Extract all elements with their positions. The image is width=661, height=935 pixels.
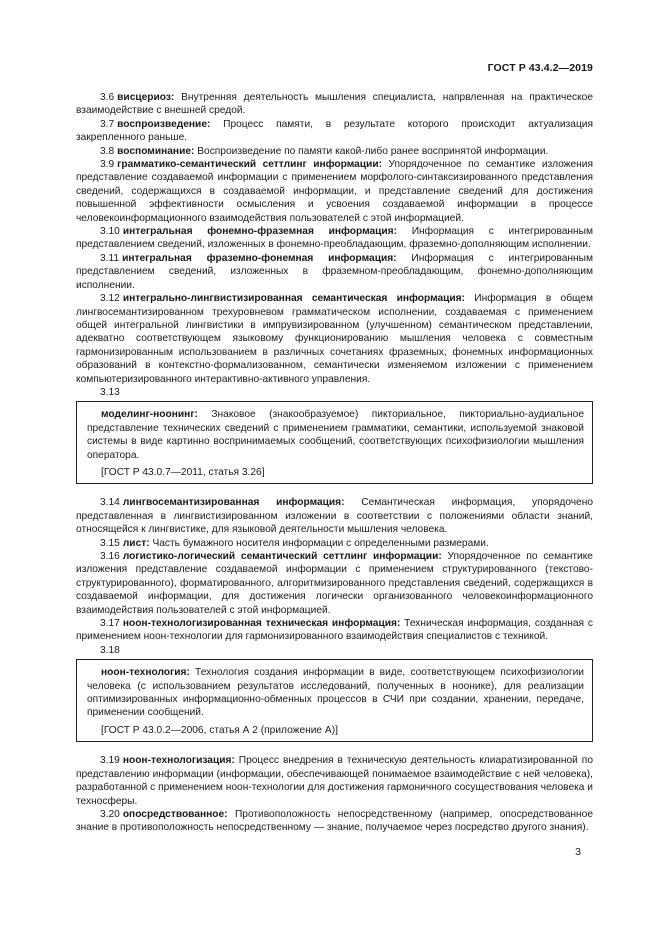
definition-entry: 3.15 лист: Часть бумажного носителя информации с определенными размерами. — [100, 537, 489, 549]
definition-entry: 3.20 опосредствованное: Противоположность непосредственному (например, опосредствованное знание в противоположность непосредственному — знание, получаемое через посредство другого знания). — [76, 808, 593, 834]
boxed-definition — [76, 659, 593, 742]
boxed-definition — [76, 401, 593, 484]
boxed-definition-text: ноон-технология: Технология создания информации в виде, соответствующем психофизиологии человека (с использованием результатов исследований, полученных в ноонике), для реализации оптимизированных информационно-обменных процессов в СЧИ при создании, хранении, передаче, применении сообщений. — [87, 667, 584, 719]
definition-entry: 3.12 интегрально-лингвистизированная семантическая информация: Информация в общем лингвосемантизированном трехуровневом грамматическом исполнении, создаваемая с применением общей интегральной лингвистики в импрувизированном (улучшенном) семантическом представлении, адекватно соответствующем языковому функционированию мышления человека с совместным гармонизированным использованием в различных сочетаниях фраземных, фонемных информационных образований в контекстно-формализованном, семантически изменяемом изложении с применением компьютеризированного интерактивно-активного управления. — [76, 293, 593, 385]
definition-entry: 3.6 висцериоз: Внутренняя деятельность мышления специалиста, напрвленная на практическое взаимодействие с внешней средой. — [76, 92, 593, 117]
definition-entry: 3.16 логистико-логический семантический сеттлинг информации: Упорядоченное по семантике изложения представление создаваемой информации с применением структурированного (текстово-структурированного), форматированного, алгоритмизированного представления сведений, содержащихся в создаваемой информации, для достижения логически организованного человекоинформационного взаимодействия пользователей с этой информацией. — [76, 551, 593, 616]
boxed-entry-number: 3.18 — [100, 644, 120, 656]
source-reference: [ГОСТ Р 43.0.2—2006, статья А 2 (приложение А)] — [101, 724, 338, 736]
definition-entry: 3.7 воспроизведение: Процесс памяти, в результате которого происходит актуализация закрепленного раньше. — [76, 118, 593, 144]
definition-entry: 3.10 интегральная фонемно-фраземная информация: Информация с интегрированным представлением сведений, изложенных в фонемно-преобладающим, фраземно-дополняющим исполнении. — [76, 226, 593, 251]
entries-group-2 — [76, 496, 593, 643]
definition-entry: 3.9 грамматико-семантический сеттлинг информации: Упорядоченное по семантике изложения представление создаваемой информации с применением морфолого-синтаксизированного представления сведений, содержащихся в создаваемой информации, и представление сведений для достижения повышенной эффективности осмысления и усвоения создаваемой информации в процессе человекоинформационного взаимодействия пользователей с этой информацией. — [76, 159, 593, 224]
definition-entry: 3.11 интегральная фраземно-фонемная информация: Информация с интегрированным представлением сведений, изложенных в фраземном-преобладающим, фонемно-дополняющим исполнении. — [76, 252, 593, 291]
definition-entry: 3.14 лингвосемантизированная информация: Семантическая информация, упорядочено представленная в лингвистизированном изложении в соответствии с положениями области знаний, относящейся к лингвистике, для языковой деятельности мышления человека. — [76, 497, 593, 536]
standard-header: ГОСТ Р 43.4.2—2019 — [487, 62, 593, 74]
definition-entry: 3.8 воспоминание: Воспроизведение по памяти какой-либо ранее воспринятой информации. — [100, 145, 549, 157]
entries-group-1 — [76, 91, 593, 386]
entries-group-3 — [76, 754, 593, 834]
boxed-entry-number: 3.13 — [100, 386, 120, 398]
definition-entry: 3.19 ноон-технологизация: Процесс внедрения в техническую деятельность клиаратизированной по представлению информации (информации, обеспечивающей понимаемое взаимодействие с ней человека), разработанной с применением ноон-технологии для достижения гармоничного сосуществования человека и техносферы. — [76, 755, 593, 807]
source-reference: [ГОСТ Р 43.0.7—2011, статья 3.26] — [101, 466, 265, 478]
definition-entry: 3.17 ноон-технологизированная техническая информация: Техническая информация, созданная с применением ноон-технологии для гармонизированного взаимодействия специалистов с техникой. — [76, 618, 593, 643]
page-number: 3 — [575, 846, 581, 858]
document-body — [76, 91, 593, 835]
boxed-definition-text: моделинг-ноонинг: Знаковое (знакообразуемое) пикториальное, пикториально-аудиальное представление технических сведений с применением грамматики, семантики, используемой знаковой системы в виде картинно воспринимаемых сообщений, соответствующих психофизиологии мышления оператора. — [87, 409, 584, 461]
